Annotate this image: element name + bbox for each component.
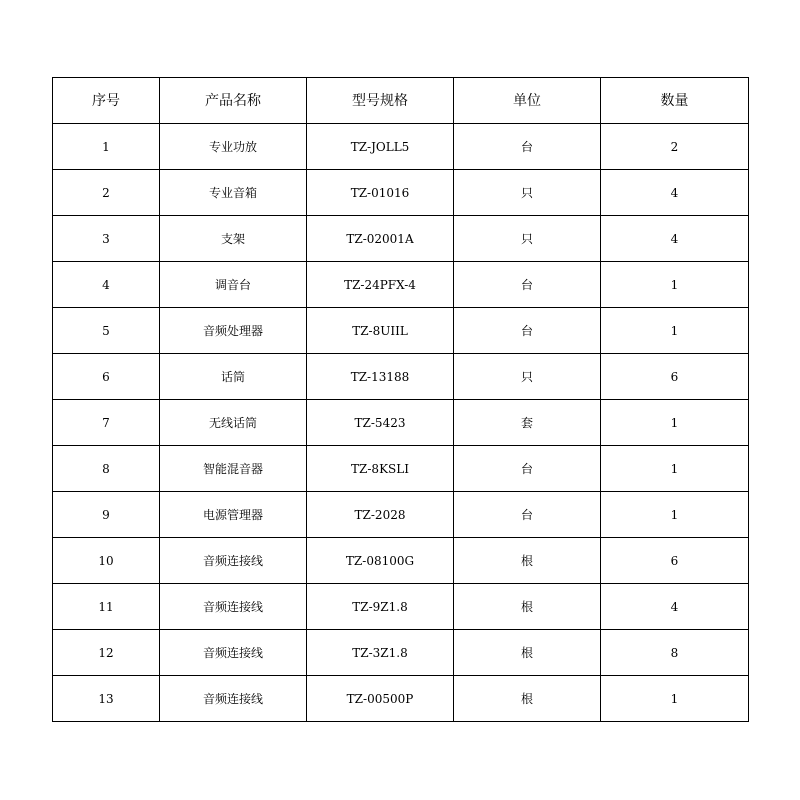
cell-model-spec: TZ-8KSLI (307, 446, 454, 492)
cell-index: 3 (53, 216, 160, 262)
cell-model-spec: TZ-13188 (307, 354, 454, 400)
table-row (53, 676, 749, 722)
cell-unit: 台 (454, 446, 601, 492)
cell-index: 7 (53, 400, 160, 446)
cell-quantity: 2 (601, 124, 749, 170)
header-model-spec: 型号规格 (307, 78, 454, 124)
cell-index: 4 (53, 262, 160, 308)
cell-model-spec: TZ-24PFX-4 (307, 262, 454, 308)
cell-product-name: 专业功放 (160, 124, 307, 170)
cell-index: 8 (53, 446, 160, 492)
table-row (53, 262, 749, 308)
cell-unit: 根 (454, 676, 601, 722)
cell-quantity: 6 (601, 538, 749, 584)
cell-model-spec: TZ-5423 (307, 400, 454, 446)
cell-model-spec: TZ-9Z1.8 (307, 584, 454, 630)
cell-index: 6 (53, 354, 160, 400)
cell-model-spec: TZ-08100G (307, 538, 454, 584)
table-row (53, 308, 749, 354)
cell-product-name: 支架 (160, 216, 307, 262)
cell-product-name: 话筒 (160, 354, 307, 400)
cell-product-name: 音频连接线 (160, 630, 307, 676)
cell-model-spec: TZ-3Z1.8 (307, 630, 454, 676)
cell-index: 12 (53, 630, 160, 676)
cell-quantity: 4 (601, 170, 749, 216)
cell-unit: 套 (454, 400, 601, 446)
cell-unit: 只 (454, 216, 601, 262)
table-header-row (53, 78, 749, 124)
cell-quantity: 4 (601, 216, 749, 262)
cell-unit: 根 (454, 538, 601, 584)
header-quantity: 数量 (601, 78, 749, 124)
cell-index: 11 (53, 584, 160, 630)
cell-product-name: 音频连接线 (160, 676, 307, 722)
header-unit: 单位 (454, 78, 601, 124)
cell-quantity: 1 (601, 308, 749, 354)
table-row (53, 492, 749, 538)
table-row (53, 538, 749, 584)
cell-product-name: 音频连接线 (160, 584, 307, 630)
cell-index: 9 (53, 492, 160, 538)
product-table (52, 77, 749, 722)
cell-unit: 只 (454, 354, 601, 400)
table-row (53, 446, 749, 492)
cell-unit: 根 (454, 630, 601, 676)
table-row (53, 170, 749, 216)
cell-product-name: 无线话筒 (160, 400, 307, 446)
table-row (53, 124, 749, 170)
cell-quantity: 1 (601, 492, 749, 538)
cell-quantity: 1 (601, 262, 749, 308)
cell-model-spec: TZ-2028 (307, 492, 454, 538)
cell-quantity: 1 (601, 446, 749, 492)
cell-unit: 只 (454, 170, 601, 216)
table-row (53, 400, 749, 446)
cell-product-name: 音频连接线 (160, 538, 307, 584)
cell-model-spec: TZ-8UIIL (307, 308, 454, 354)
cell-quantity: 1 (601, 400, 749, 446)
table-row (53, 216, 749, 262)
cell-index: 13 (53, 676, 160, 722)
table-row (53, 630, 749, 676)
table-row (53, 584, 749, 630)
cell-product-name: 电源管理器 (160, 492, 307, 538)
table-row (53, 354, 749, 400)
cell-index: 1 (53, 124, 160, 170)
cell-model-spec: TZ-01016 (307, 170, 454, 216)
header-product-name: 产品名称 (160, 78, 307, 124)
cell-product-name: 专业音箱 (160, 170, 307, 216)
cell-product-name: 智能混音器 (160, 446, 307, 492)
cell-model-spec: TZ-JOLL5 (307, 124, 454, 170)
cell-unit: 台 (454, 124, 601, 170)
header-index: 序号 (53, 78, 160, 124)
cell-unit: 根 (454, 584, 601, 630)
cell-quantity: 4 (601, 584, 749, 630)
cell-model-spec: TZ-02001A (307, 216, 454, 262)
cell-unit: 台 (454, 262, 601, 308)
cell-index: 2 (53, 170, 160, 216)
cell-quantity: 1 (601, 676, 749, 722)
cell-model-spec: TZ-00500P (307, 676, 454, 722)
cell-unit: 台 (454, 492, 601, 538)
cell-unit: 台 (454, 308, 601, 354)
cell-quantity: 6 (601, 354, 749, 400)
cell-product-name: 调音台 (160, 262, 307, 308)
cell-quantity: 8 (601, 630, 749, 676)
cell-index: 5 (53, 308, 160, 354)
cell-index: 10 (53, 538, 160, 584)
cell-product-name: 音频处理器 (160, 308, 307, 354)
